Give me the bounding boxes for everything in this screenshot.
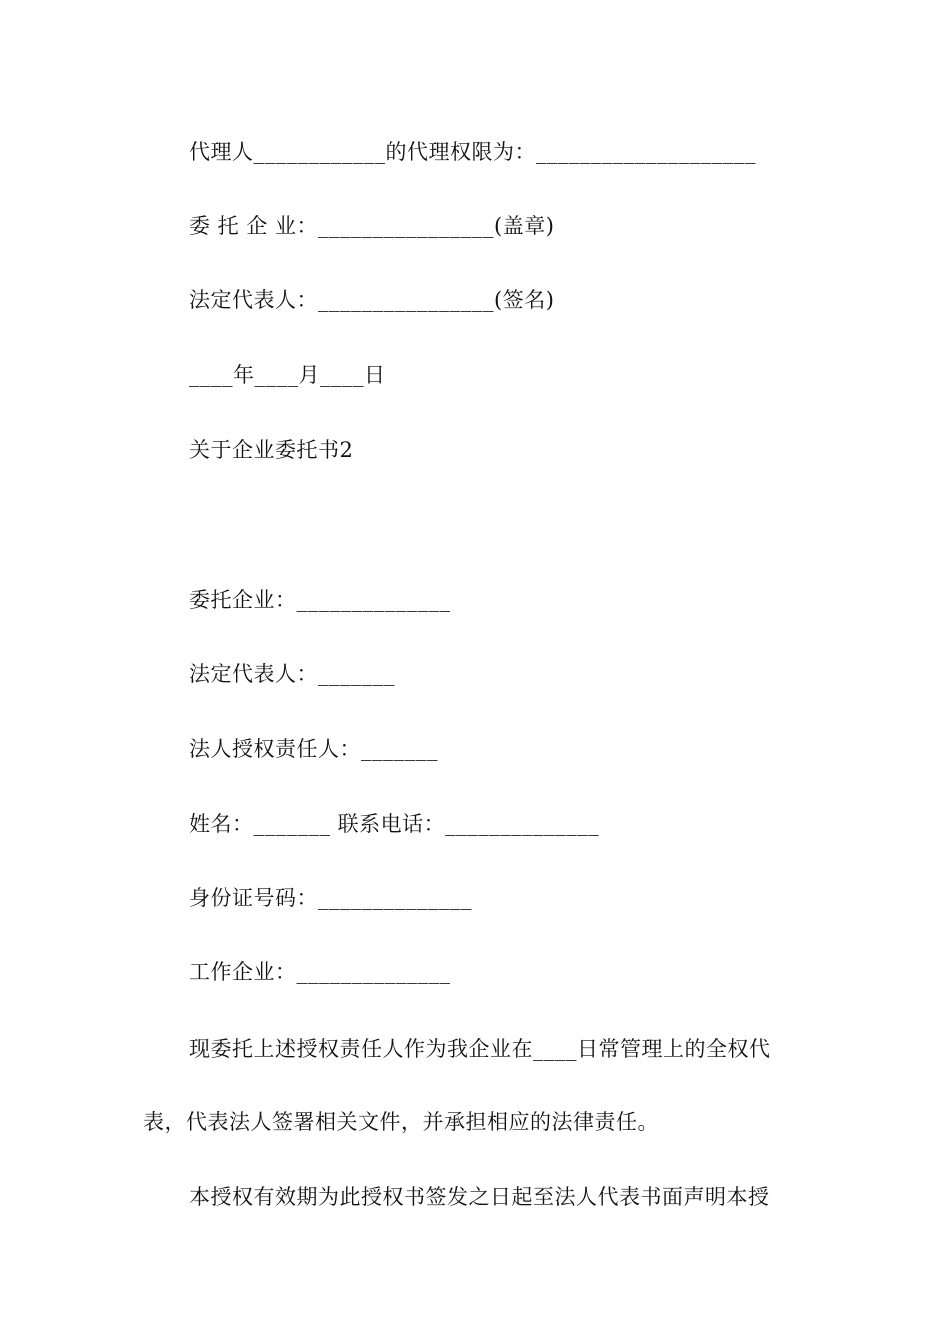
authorized-person-line: 法人授权责任人：_______ [189, 737, 438, 761]
paragraph-authorization-line-2: 表，代表法人签署相关文件，并承担相应的法律责任。 [143, 1110, 659, 1134]
paragraph-authorization-line-1: 现委托上述授权责任人作为我企业在____日常管理上的全权代 [189, 1037, 771, 1061]
id-number-line: 身份证号码：______________ [189, 886, 472, 910]
agent-authority-line: 代理人____________的代理权限为：____________________ [189, 140, 756, 164]
work-company-line: 工作企业：______________ [189, 960, 451, 984]
entrusting-company-line: 委托企业：______________ [189, 588, 451, 612]
legal-representative-signature-line: 法定代表人：________________(签名) [189, 288, 555, 312]
section-heading: 关于企业委托书2 [189, 438, 354, 462]
name-phone-line: 姓名：_______ 联系电话：______________ [189, 812, 600, 836]
paragraph-validity-line-1: 本授权有效期为此授权书签发之日起至法人代表书面声明本授 [189, 1185, 770, 1209]
date-line: ____年____月____日 [189, 363, 386, 387]
legal-representative-line: 法定代表人：_______ [189, 662, 395, 686]
entrusting-company-seal-line: 委 托 企 业：________________(盖章) [189, 214, 555, 238]
